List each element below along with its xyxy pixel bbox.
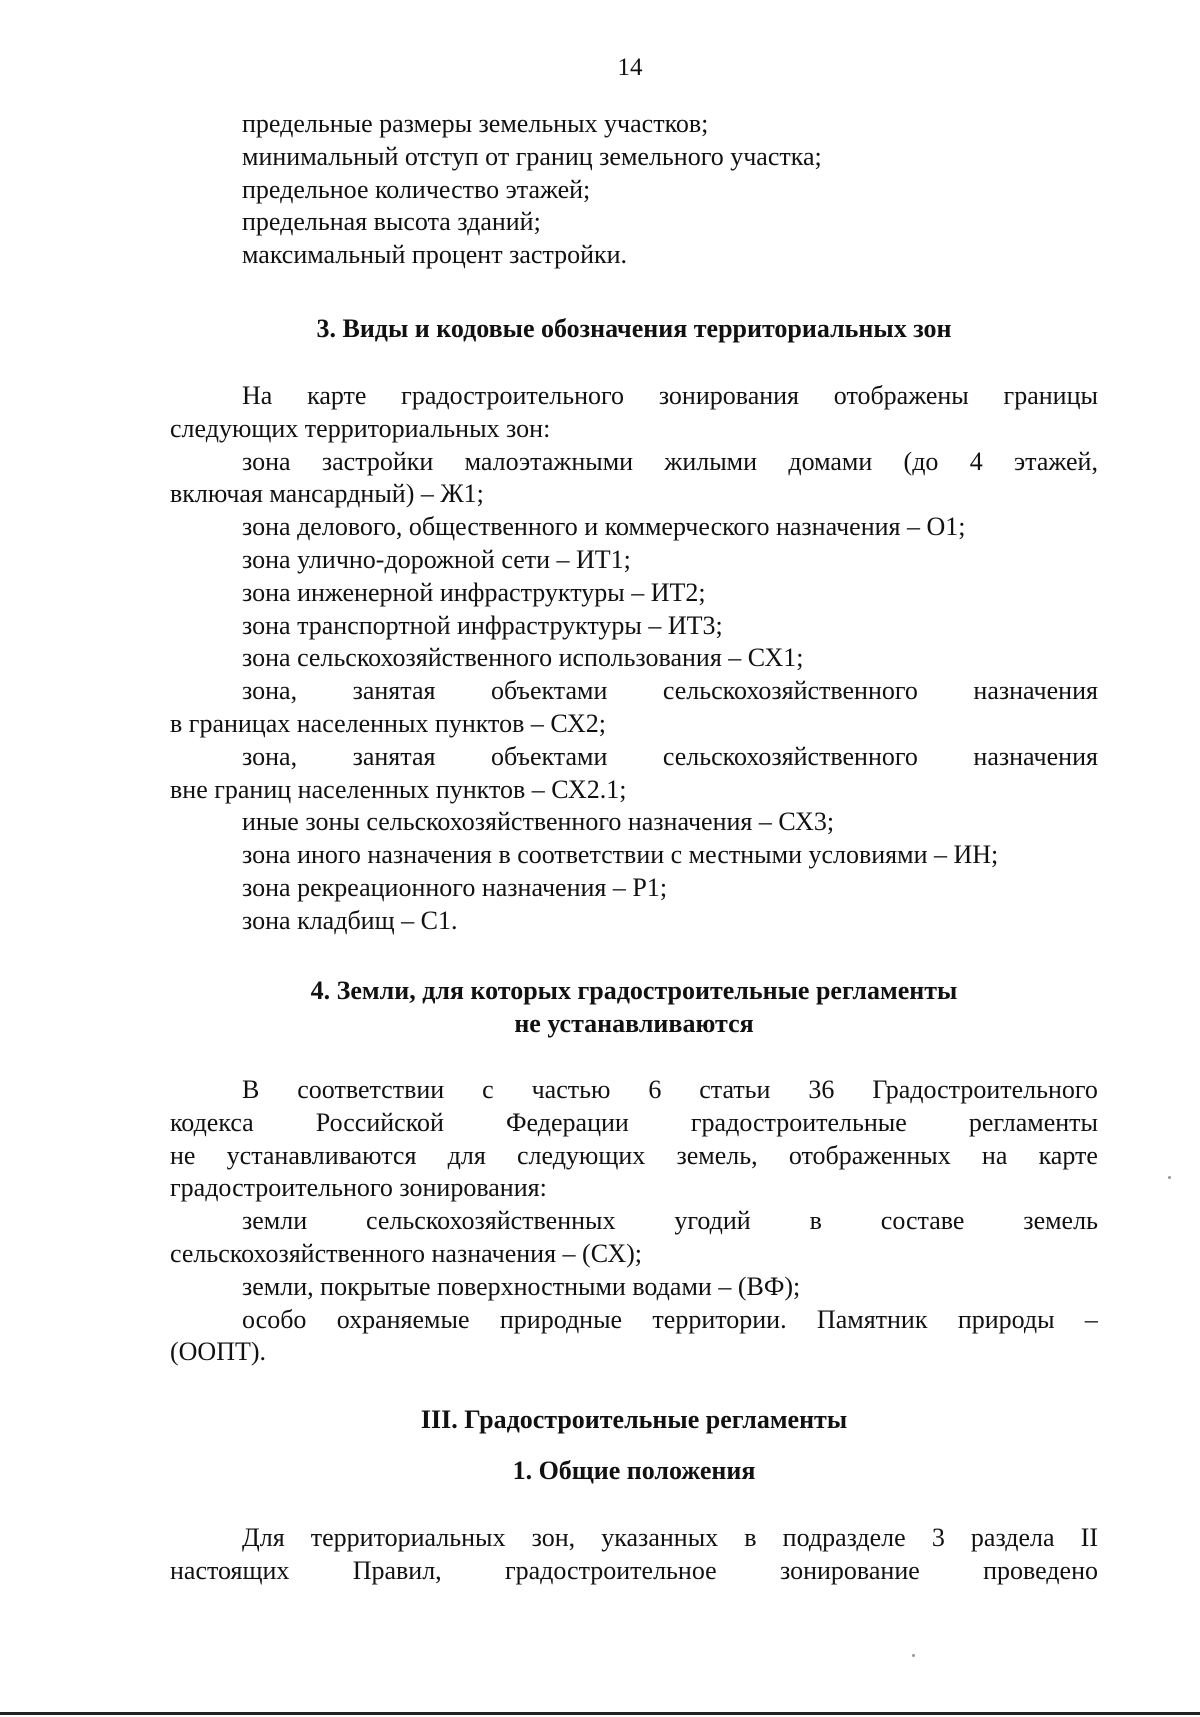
paragraph-line <box>170 675 1098 708</box>
section-4-heading-line: не устанавливаются <box>514 1008 754 1038</box>
word: подразделе <box>782 1523 906 1552</box>
paragraph-line: градостроительного зонирования: <box>170 1173 547 1203</box>
word: раздела <box>970 1523 1055 1552</box>
list-item: зона рекреационного назначения – Р1; <box>242 872 668 902</box>
word: объектами <box>490 741 608 771</box>
list-item: зона иного назначения в соответствии с местными условиями – ИН; <box>242 840 999 870</box>
word: устанавливаются <box>226 1140 417 1170</box>
word: для <box>447 1140 486 1170</box>
word: 4 <box>969 446 983 476</box>
list-item: предельное количество этажей; <box>242 174 591 204</box>
word: сельскохозяйственных <box>366 1206 616 1236</box>
top-list <box>170 108 1098 272</box>
list-item: предельная высота зданий; <box>242 207 541 237</box>
word: территории. <box>652 1304 787 1334</box>
paragraph-line: включая мансардный) – Ж1; <box>170 479 484 509</box>
list-item: зона кладбищ – С1. <box>242 905 458 935</box>
paragraph-line: (ООПТ). <box>170 1337 267 1367</box>
list-item: зона сельскохозяйственного использования – СХ1; <box>242 643 804 673</box>
word: в <box>744 1523 757 1552</box>
paragraph-line: вне границ населенных пунктов – СХ2.1; <box>170 774 627 804</box>
paragraph-line <box>170 446 1098 479</box>
word: Градостроительного <box>872 1075 1098 1104</box>
word: отображены <box>833 381 969 410</box>
word: домами <box>788 446 873 476</box>
word: границы <box>1003 381 1098 410</box>
word: угодий <box>674 1206 751 1236</box>
list-item: иные зоны сельскохозяйственного назначения – СХ3; <box>242 807 835 837</box>
word: карте <box>1038 1140 1098 1170</box>
paragraph-line: следующих территориальных зон: <box>170 413 551 443</box>
word: 36 <box>808 1075 835 1104</box>
word: частью <box>531 1075 611 1104</box>
word: указанных <box>601 1523 719 1552</box>
word: В <box>242 1075 260 1104</box>
word: На <box>242 381 273 410</box>
word: земель <box>1023 1206 1098 1236</box>
list-item: зона инженерной инфраструктуры – ИТ2; <box>242 577 706 607</box>
word: зонирование <box>779 1555 920 1585</box>
section-3-heading: 3. Виды и кодовые обозначения территориальных зон <box>316 314 952 343</box>
paragraph-line <box>170 741 1098 774</box>
list-item: зона улично-дорожной сети – ИТ1; <box>242 544 631 574</box>
word: на <box>981 1140 1008 1170</box>
word: соответствии <box>297 1075 445 1104</box>
section-4-heading-line: 4. Земли, для которых градостроительные регламенты <box>310 976 958 1005</box>
word: Правил, <box>352 1555 442 1585</box>
word: 6 <box>648 1075 662 1104</box>
word: зона, <box>242 741 298 771</box>
word: градостроительного <box>401 381 625 410</box>
word: жилыми <box>664 446 758 476</box>
word: с <box>482 1075 494 1104</box>
paragraph-line <box>170 1522 1098 1555</box>
page-bottom-edge <box>0 1712 1200 1715</box>
word: объектами <box>490 676 608 706</box>
word: Памятник <box>816 1304 928 1334</box>
word: проведено <box>983 1555 1098 1585</box>
word: назначения <box>973 741 1098 771</box>
word: карте <box>307 381 367 410</box>
paragraph-line <box>170 1205 1098 1238</box>
word: назначения <box>973 676 1098 706</box>
word: природные <box>499 1304 623 1334</box>
paragraph-line <box>170 1074 1098 1107</box>
word: II <box>1080 1523 1098 1552</box>
part-3-body <box>170 1522 1098 1588</box>
word: (до <box>903 446 939 476</box>
part-3-subheading: 1. Общие положения <box>512 1456 756 1485</box>
word: составе <box>880 1206 965 1236</box>
section-4-body <box>170 1074 1098 1369</box>
paragraph-line <box>170 1304 1098 1337</box>
word: кодекса <box>170 1107 254 1137</box>
list-item: минимальный отступ от границ земельного участка; <box>242 141 822 171</box>
paragraph-line <box>170 1107 1098 1140</box>
word: этажей, <box>1014 446 1098 476</box>
word: Федерации <box>506 1107 629 1137</box>
word: занятая <box>352 741 436 771</box>
paragraph-line <box>170 1555 1098 1588</box>
word: градостроительные <box>690 1107 907 1137</box>
list-item: земли, покрытые поверхностными водами – (ВФ); <box>242 1271 801 1301</box>
word: занятая <box>352 676 436 706</box>
list-item: предельные размеры земельных участков; <box>242 109 709 138</box>
paragraph-line <box>170 380 1098 413</box>
word: зон, <box>531 1523 576 1552</box>
word: земли <box>242 1206 308 1236</box>
word: настоящих <box>170 1555 290 1585</box>
list-item: зона транспортной инфраструктуры – ИТ3; <box>242 610 723 640</box>
section-4-heading <box>170 975 1098 1041</box>
word: – <box>1084 1304 1098 1334</box>
list-item: максимальный процент застройки. <box>242 240 628 270</box>
scan-speck <box>1168 1176 1171 1179</box>
paragraph-line <box>170 1140 1098 1173</box>
word: регламенты <box>968 1107 1098 1137</box>
word: не <box>170 1140 196 1170</box>
word: 3 <box>931 1523 945 1552</box>
word: охраняемые <box>336 1304 470 1334</box>
word: территориальных <box>310 1523 506 1552</box>
word: малоэтажными <box>464 446 634 476</box>
scan-speck <box>912 1654 915 1657</box>
page-number: 14 <box>617 54 643 81</box>
word: зонирования <box>658 381 800 410</box>
paragraph-line: в границах населенных пунктов – СХ2; <box>170 708 607 738</box>
word: застройки <box>321 446 434 476</box>
part-3-heading: III. Градостроительные регламенты <box>420 1405 848 1434</box>
section-3-body <box>170 380 1098 938</box>
word: отображенных <box>788 1140 951 1170</box>
word: следующих <box>516 1140 646 1170</box>
word: градостроительное <box>504 1555 717 1585</box>
word: Для <box>242 1523 285 1552</box>
word: сельскохозяйственного <box>662 676 918 706</box>
word: земель, <box>676 1140 758 1170</box>
word: статьи <box>699 1075 771 1104</box>
word: зона <box>242 446 291 476</box>
paragraph-line: сельскохозяйственного назначения – (СХ); <box>170 1238 643 1268</box>
word: особо <box>242 1304 307 1334</box>
list-item: зона делового, общественного и коммерческого назначения – О1; <box>242 512 966 542</box>
word: в <box>809 1206 822 1236</box>
word: природы <box>957 1304 1055 1334</box>
word: зона, <box>242 676 298 706</box>
word: сельскохозяйственного <box>662 741 918 771</box>
word: Российской <box>315 1107 444 1137</box>
